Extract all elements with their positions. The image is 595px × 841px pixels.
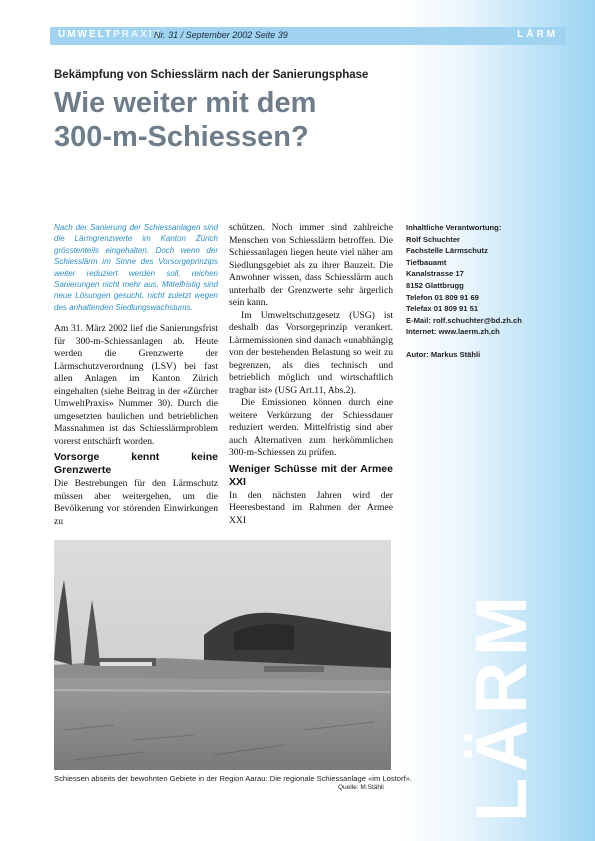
info-line: 8152 Glattbrugg [406,280,464,290]
info-line[interactable]: Internet: www.laerm.zh.ch [406,327,500,337]
paragraph: Im Umweltschutzgesetz (USG) ist deshalb das Vorsorgeprinzip verankert. Lärmemissionen sind danach «unabhängig von der bestehenden Belastung so weit zu begrenzen, als dies technisch und betrieblich möglich und wirtschaftlich tragbar ist» (USG Art.11, Abs.2). [229,309,393,396]
paragraph: Die Bestrebungen für den Lärmschutz müssen aber weitergehen, um die Bevölkerung vor störenden Einwirkungen zu [54,478,218,527]
issue-info: Nr. 31 / September 2002 Seite 39 [154,30,288,40]
paragraph: schützen. Noch immer sind zahlreiche Menschen von Schiesslärm betroffen. Die Schiessanlagen liegen heute viel näher am Siedlungsgebiet als zu ihrer Bauzeit. Die Anwohner wissen, dass Schiesslärm auch unterhalb der Grenzwerte sehr ärgerlich sein kann. [229,222,393,308]
vertical-section-label: LÄRM [462,590,542,822]
info-line: Tiefbauamt [406,257,447,267]
section-label: LÄRM [517,29,558,40]
info-line: Rolf Schuchter [406,234,461,244]
info-line: Telefax 01 809 91 51 [406,304,479,314]
paragraph: Die Emissionen können durch eine weitere Verkürzung der Schiessdauer reduziert werden. Mittelfristig sind aber auch Alternativen zum herkömmlichen 300-m-Schiessen zu prüfen. [229,397,393,458]
shooting-range-photo [54,540,391,770]
header-bar [50,27,566,45]
contact-info-box [406,222,576,361]
paragraph: In den nächsten Jahren wird der Heeresbestand im Rahmen der Armee XXI [229,489,393,526]
photo-caption: Schiessen abseits der bewohnten Gebiete in der Region Aarau: Die regionale Schiessanlage «im Lostorf». [54,774,412,783]
subheading: Weniger Schüsse mit der Armee XXI [229,462,393,488]
photo-source: Quelle: M.Stähli [338,784,384,791]
article-lead: Nach der Sanierung der Schiessanlagen sind die Lärmgrenzwerte im Kanton Zürich grösstenteils eingehalten. Doch wenn der Schiesslärm im Sinne des Vorsorgeprinzips weiter reduziert werden soll, reichen Sanierungen nicht mehr aus. Mittelfristig sind neue Lösungen gesucht, nicht zuletzt wegen des anhaltenden Siedlungswachstums. [54,223,218,312]
author-credit: Autor: Markus Stähli [406,349,481,359]
article-kicker: Bekämpfung von Schiesslärm nach der Sanierungsphase [54,69,369,81]
column-2 [229,222,393,527]
info-line: Fachstelle Lärmschutz [406,246,488,256]
info-line: Inhaltliche Verantwortung: [406,223,502,232]
info-line: Telefon 01 809 91 69 [406,292,479,302]
article-title: Wie weiter mit dem 300-m-Schiessen? [54,87,317,153]
subheading: Vorsorge kennt keine Grenzwerte [54,451,218,477]
info-line[interactable]: E-Mail: rolf.schuchter@bd.zh.ch [406,315,522,325]
info-line: Kanalstrasse 17 [406,269,464,279]
paragraph: Am 31. März 2002 lief die Sanierungsfrist für 300-m-Schiessanlagen ab. Heute werden die Grenzwerte der Lärmschutzverordnung (LSV) bei fast allen Anlagen im Kanton Zürich eingehalten (siehe Beitrag in der «Zürcher UmweltPraxis» Nummer 30). Durch die umgesetzten baulichen und betrieblichen Massnahmen ist das Schiesslärmproblem vorerst entschärft worden. [54,323,218,447]
brand-logo: UMWELTPRAXIS [58,29,163,40]
column-1 [54,222,218,528]
